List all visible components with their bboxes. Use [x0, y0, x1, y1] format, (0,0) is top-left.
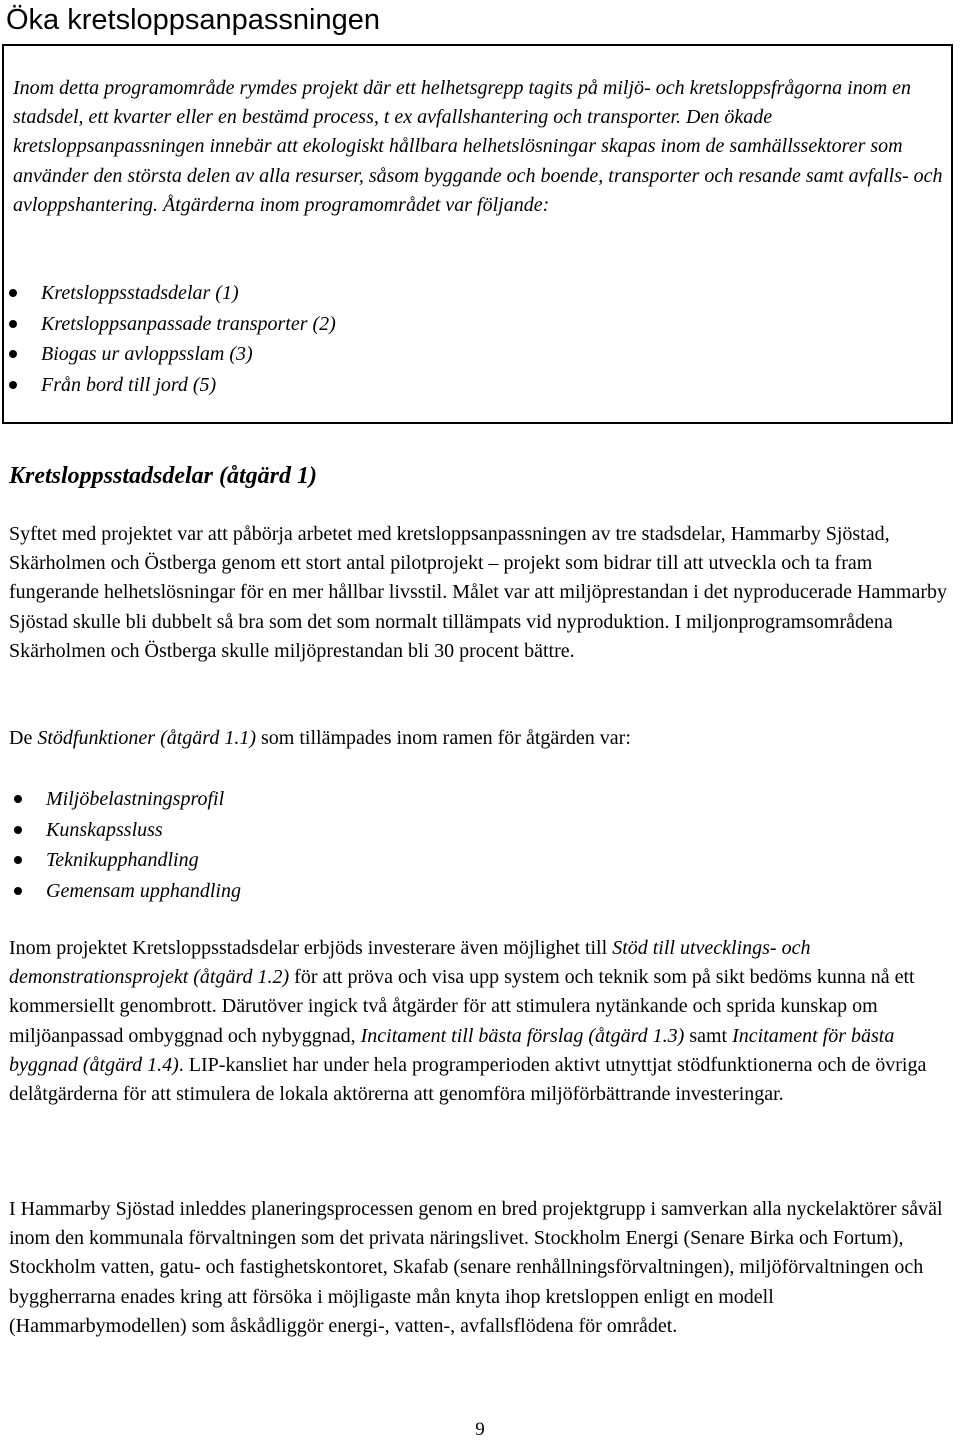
bullet-icon	[14, 826, 22, 834]
list-item: Biogas ur avloppsslam (3)	[41, 339, 336, 370]
section-heading: Kretsloppsstadsdelar (åtgärd 1)	[9, 463, 318, 489]
list-item: Kunskapssluss	[46, 815, 241, 846]
bullet-icon	[9, 289, 17, 297]
bullet-icon	[14, 887, 22, 895]
list-item: Kretsloppsstadsdelar (1)	[41, 278, 336, 309]
paragraph-purpose: Syftet med projektet var att påbörja arbetet med kretsloppsanpassningen av tre stadsdelar, Hammarby Sjöstad, Skärholmen och Östberga genom ett stort antal pilotprojekt – projekt som bidrar till att utveckla och ta fram fungerande helhetslösningar för en mer hållbar livsstil. Målet var att miljöprestandan i det nyproducerade Hammarby Sjöstad skulle bli dubbelt så bra som det som normalt tillämpats vid nyproduktion. I miljonprogramsområdena Skärholmen och Östberga skulle miljöprestandan bli 30 procent bättre.	[9, 523, 948, 662]
intro-box	[2, 44, 953, 424]
list-item: Från bord till jord (5)	[41, 370, 336, 401]
paragraph-investment: Inom projektet Kretsloppsstadsdelar erbjöds investerare även möjlighet till Stöd till utvecklings- och demonstrationsprojekt (åtgärd 1.2) för att pröva och visa upp system och teknik som på sikt bedöms kunna nå ett kommersiellt genombrott. Därutöver ingick två åtgärder för att stimulera nytänkande och sprida kunskap om miljöanpassad ombyggnad och nybyggnad, Incitament till bästa förslag (åtgärd 1.3) samt Incitament för bästa byggnad (åtgärd 1.4). LIP-kansliet har under hela programperioden aktivt utnyttjat stödfunktionerna och de övriga delåtgärderna för att stimulera de lokala aktörerna att genomföra miljöförbättrande investeringar.	[9, 937, 927, 1106]
intro-text: Inom detta programområde rymdes projekt där ett helhetsgrepp tagits på miljö- och kretsloppsfrågorna inom en stadsdel, ett kvarter eller en bestämd process, t ex avfallshantering och transporter. Den ökade kretsloppsanpassningen innebär att ekologiskt hållbara helhetslösningar skapas inom de samhällssektorer som använder den största delen av alla resurser, såsom byggande och boende, transporter och resande samt avfalls- och avloppshantering. Åtgärderna inom programområdet var följande:	[13, 77, 943, 216]
bullet-icon	[9, 320, 17, 328]
bullet-icon	[14, 795, 22, 803]
list-item: Kretsloppsanpassade transporter (2)	[41, 309, 336, 340]
support-list	[46, 784, 241, 906]
paragraph-hammarby: I Hammarby Sjöstad inleddes planeringsprocessen genom en bred projektgrupp i samverkan alla nyckelaktörer såväl inom den kommunala förvaltningen som det privata näringslivet. Stockholm Energi (Senare Birka och Fortum), Stockholm vatten, gatu- och fastighetskontoret, Skafab (senare renhållningsförvaltningen), miljöförvaltningen och byggherrarna enades kring att försöka i möjligaste mån knyta ihop kretsloppen enligt en modell (Hammarbymodellen) som åskådliggör energi-, vatten-, avfallsflödena för området.	[9, 1198, 943, 1337]
bullet-icon	[9, 350, 17, 358]
list-item: Miljöbelastningsprofil	[46, 784, 241, 815]
bullet-icon	[14, 856, 22, 864]
page-number: 9	[475, 1419, 485, 1440]
page-title: Öka kretsloppsanpassningen	[6, 4, 381, 36]
list-item: Gemensam upphandling	[46, 876, 241, 907]
paragraph-support-intro: De Stödfunktioner (åtgärd 1.1) som tillämpades inom ramen för åtgärden var:	[9, 727, 631, 749]
list-item: Teknikupphandling	[46, 845, 241, 876]
programme-list	[41, 278, 336, 400]
bullet-icon	[9, 381, 17, 389]
